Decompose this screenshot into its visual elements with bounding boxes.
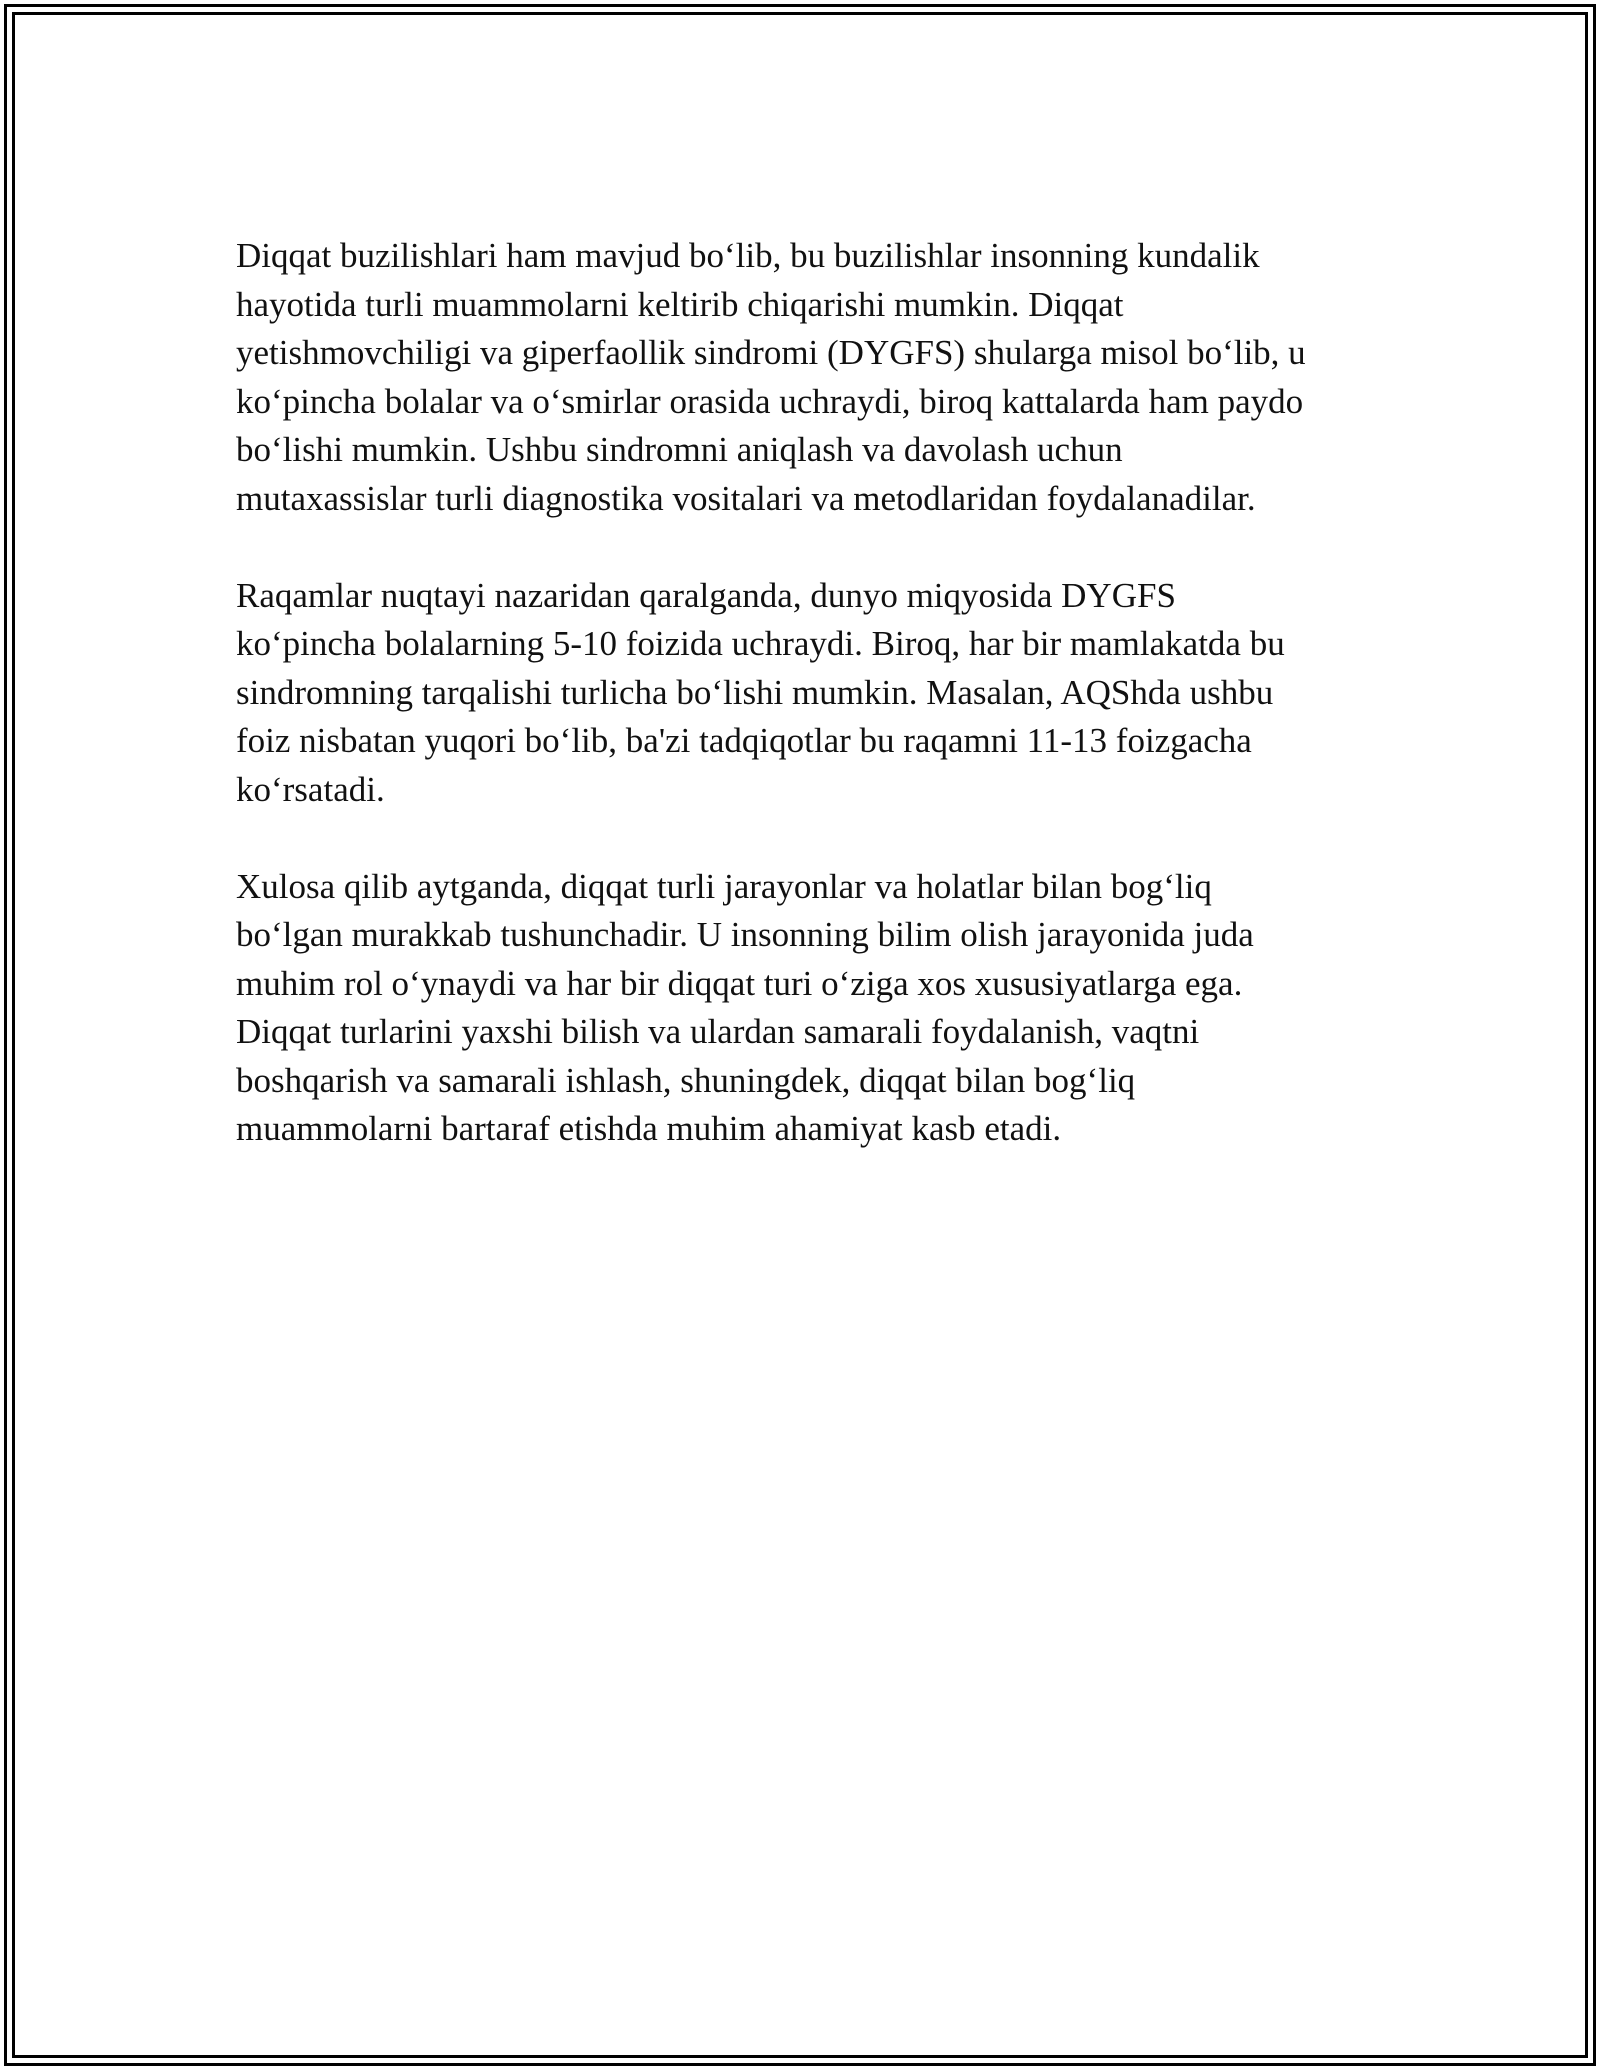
text-line: boshqarish va samarali ishlash, shuningdek, diqqat bilan bog‘liq <box>236 1060 1136 1100</box>
text-line: foiz nisbatan yuqori bo‘lib, ba'zi tadqiqotlar bu raqamni 11-13 foizgacha <box>236 721 1252 760</box>
text-line: yetishmovchiligi va giperfaollik sindromi (DYGFS) shularga misol bo‘lib, u <box>236 333 1306 372</box>
text-line: ko‘pincha bolalarning 5-10 foizida uchraydi. Biroq, har bir mamlakatda bu <box>236 624 1285 663</box>
text-line: Diqqat buzilishlari ham mavjud bo‘lib, bu buzilishlar insonning kundalik <box>236 236 1260 275</box>
paragraph-conclusion <box>236 863 1366 1154</box>
paragraph-statistics <box>236 572 1366 815</box>
text-line: bo‘lgan murakkab tushunchadir. U insonning bilim olish jarayonida juda <box>236 915 1254 954</box>
text-line: ko‘rsatadi. <box>236 769 385 809</box>
text-line: mutaxassislar turli diagnostika vositalari va metodlaridan foydalanadilar. <box>236 478 1256 518</box>
text-line: muammolarni bartaraf etishda muhim ahamiyat kasb etadi. <box>236 1109 1062 1148</box>
text-line: hayotida turli muammolarni keltirib chiqarishi mumkin. Diqqat <box>236 284 1124 324</box>
text-line: Diqqat turlarini yaxshi bilish va ulardan samarali foydalanish, vaqtni <box>236 1012 1200 1051</box>
text-line: sindromning tarqalishi turlicha bo‘lishi mumkin. Masalan, AQShda ushbu <box>236 672 1274 712</box>
text-line: Xulosa qilib aytganda, diqqat turli jarayonlar va holatlar bilan bog‘liq <box>236 866 1212 906</box>
paragraph-attention-disorders <box>236 232 1366 523</box>
document-body <box>236 232 1366 1202</box>
text-line: muhim rol o‘ynaydi va har bir diqqat turi o‘ziga xos xususiyatlarga ega. <box>236 963 1243 1003</box>
text-line: Raqamlar nuqtayi nazaridan qaralganda, dunyo miqyosida DYGFS <box>236 575 1176 615</box>
text-line: bo‘lishi mumkin. Ushbu sindromni aniqlash va davolash uchun <box>236 430 1123 469</box>
text-line: ko‘pincha bolalar va o‘smirlar orasida uchraydi, biroq kattalarda ham paydo <box>236 381 1304 421</box>
